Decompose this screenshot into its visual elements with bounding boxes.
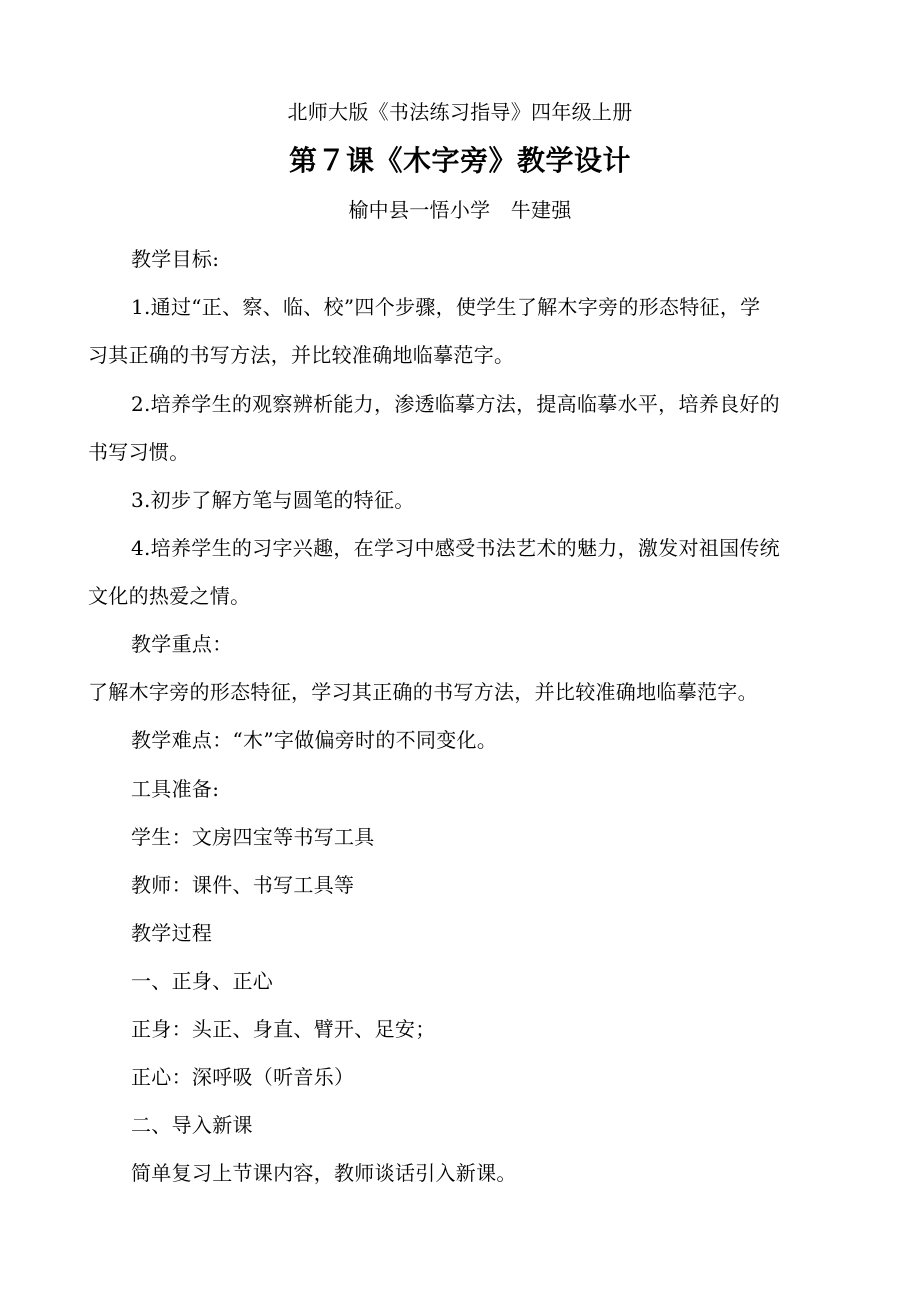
objective-2-line1: 2.培养学生的观察辨析能力，渗透临摹方法，提高临摹水平，培养良好的 bbox=[131, 392, 780, 416]
key-points-heading: 教学重点： bbox=[131, 632, 233, 656]
page-title: 第７课《木字旁》教学设计 bbox=[288, 144, 631, 177]
tools-heading: 工具准备: bbox=[131, 777, 220, 801]
tools-student: 学生：文房四宝等书写工具 bbox=[131, 825, 375, 849]
section-1-mind: 正心：深呼吸（听音乐） bbox=[131, 1065, 355, 1089]
objective-1-line1: 1.通过“正、察、临、校”四个步骤，使学生了解木字旁的形态特征，学 bbox=[131, 295, 761, 319]
objective-4-line2: 文化的热爱之情。 bbox=[88, 584, 251, 608]
objective-1-line2: 习其正确的书写方法，并比较准确地临摹范字。 bbox=[88, 343, 515, 367]
process-heading: 教学过程 bbox=[131, 921, 213, 945]
objective-4-line1: 4.培养学生的习字兴趣，在学习中感受书法艺术的魅力，激发对祖国传统 bbox=[131, 536, 780, 560]
objective-2-line2: 书写习惯。 bbox=[88, 440, 190, 464]
tools-teacher: 教师：课件、书写工具等 bbox=[131, 873, 355, 897]
series-subtitle: 北师大版《书法练习指导》四年级上册 bbox=[287, 100, 633, 124]
objectives-heading: 教学目标: bbox=[131, 247, 220, 271]
section-1-body: 正身：头正、身直、臂开、足安； bbox=[131, 1017, 436, 1041]
section-2-heading: 二、导入新课 bbox=[131, 1113, 253, 1137]
key-points-text: 了解木字旁的形态特征，学习其正确的书写方法，并比较准确地临摹范字。 bbox=[88, 680, 758, 704]
section-2-body: 简单复习上节课内容，教师谈话引入新课。 bbox=[131, 1161, 517, 1185]
section-1-heading: 一、正身、正心 bbox=[131, 969, 274, 993]
difficulty-text: 教学难点：“木”字做偏旁时的不同变化。 bbox=[131, 728, 498, 752]
objective-3: 3.初步了解方笔与圆笔的特征。 bbox=[131, 488, 415, 512]
author-line: 榆中县一悟小学 牛建强 bbox=[348, 198, 572, 222]
